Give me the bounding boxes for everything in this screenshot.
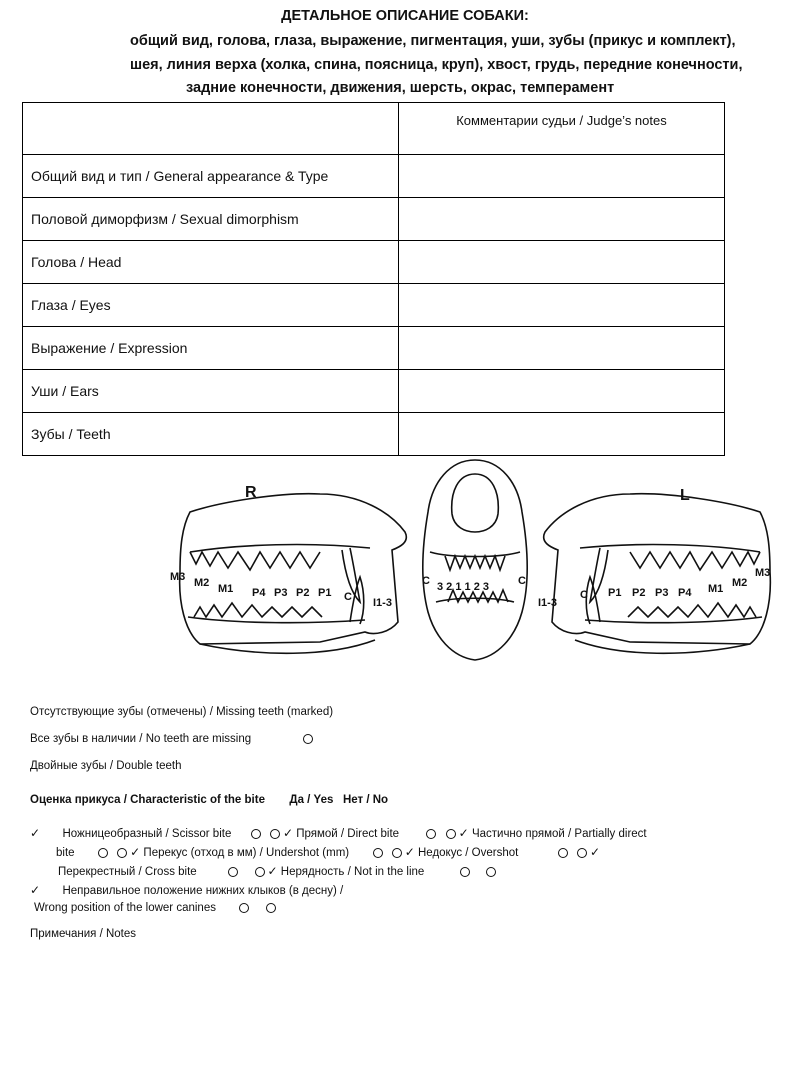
partial-direct-label: Частично прямой / Partially direct: [471, 828, 647, 840]
right-tooth-p2: P2: [296, 587, 310, 599]
cross-yes-radio[interactable]: [228, 867, 238, 877]
bite-title: Оценка прикуса / Characteristic of the bite: [30, 794, 265, 806]
yes-no-header: Да / Yes Нет / No: [289, 794, 389, 806]
notes-cell-head[interactable]: [399, 241, 725, 284]
table-header-row: [23, 103, 725, 155]
front-canine-right: C: [518, 575, 526, 587]
notes-cell-teeth[interactable]: [399, 413, 725, 456]
right-tooth-m1: M1: [218, 583, 234, 595]
undershot-no-radio[interactable]: [392, 848, 402, 858]
notes-cell-ears[interactable]: [399, 370, 725, 413]
row-label-ears: Уши / Ears: [23, 370, 399, 413]
row-label-dimorphism: Половой диморфизм / Sexual dimorphism: [23, 198, 399, 241]
scissor-no-radio[interactable]: [270, 829, 280, 839]
notes-area[interactable]: [30, 948, 780, 1058]
row-label-eyes: Глаза / Eyes: [23, 284, 399, 327]
check-mark: ✓: [404, 845, 415, 859]
bite-row-5: [34, 902, 279, 914]
notes-cell-dimorphism[interactable]: [399, 198, 725, 241]
left-skull-outline: [544, 494, 771, 644]
right-tooth-m2: M2: [194, 577, 210, 589]
bite-title-row: [30, 794, 388, 806]
table-row: [23, 155, 725, 198]
no-teeth-missing-row: [30, 733, 316, 745]
table-row: [23, 413, 725, 456]
notes-cell-general[interactable]: [399, 155, 725, 198]
table-row: [23, 284, 725, 327]
table-row: [23, 327, 725, 370]
check-mark: ✓: [30, 883, 41, 897]
double-teeth-label: Двойные зубы / Double teeth: [30, 760, 182, 772]
row-label-teeth: Зубы / Teeth: [23, 413, 399, 456]
bite-row-4: [30, 883, 343, 897]
right-tooth-c: C: [344, 591, 352, 603]
left-tooth-p1: P1: [608, 587, 622, 599]
bite-row-3: [58, 864, 499, 878]
overshot-no-radio[interactable]: [577, 848, 587, 858]
right-tooth-i: I1-3: [373, 597, 392, 609]
scissor-bite-label: Ножницеобразный / Scissor bite: [62, 828, 232, 840]
partial-no-radio[interactable]: [117, 848, 127, 858]
overshot-label: Недокус / Overshot: [418, 847, 519, 859]
row-label-expression: Выражение / Expression: [23, 327, 399, 370]
table-row: [23, 198, 725, 241]
row-label-general: Общий вид и тип / General appearance & Type: [23, 155, 399, 198]
subtitle-line-3: задние конечности, движения, шерсть, окрас, темперамент: [186, 80, 615, 96]
table-header-empty: [23, 103, 399, 155]
left-tooth-p3: P3: [655, 587, 669, 599]
scissor-yes-radio[interactable]: [251, 829, 261, 839]
dental-diagram: [160, 452, 790, 687]
not-in-line-label: Нерядность / Not in the line: [280, 866, 425, 878]
description-table: [22, 102, 725, 456]
form-title: ДЕТАЛЬНОЕ ОПИСАНИЕ СОБАКИ:: [281, 8, 529, 24]
lower-canines-label-cont: Wrong position of the lower canines: [34, 902, 216, 914]
notes-cell-expression[interactable]: [399, 327, 725, 370]
undershot-label: Перекус (отход в мм) / Undershot (mm): [143, 847, 350, 859]
no-teeth-missing-label: Все зубы в наличии / No teeth are missing: [30, 733, 252, 745]
notes-cell-eyes[interactable]: [399, 284, 725, 327]
canines-no-radio[interactable]: [266, 903, 276, 913]
check-mark: ✓: [130, 845, 141, 859]
direct-bite-label: Прямой / Direct bite: [296, 828, 400, 840]
check-mark: ✓: [267, 864, 278, 878]
bite-row-2: [56, 845, 600, 859]
left-tooth-i: I1-3: [538, 597, 557, 609]
lower-canines-label: Неправильное положение нижних клыков (в десну) /: [62, 885, 344, 897]
not-in-line-yes-radio[interactable]: [460, 867, 470, 877]
check-mark: ✓: [30, 826, 41, 840]
cross-no-radio[interactable]: [255, 867, 265, 877]
subtitle-line-2: шея, линия верха (холка, спина, поясница, круп), хвост, грудь, передние конечности,: [130, 57, 743, 73]
subtitle-line-1: общий вид, голова, глаза, выражение, пигментация, уши, зубы (прикус и комплект),: [130, 33, 736, 49]
right-tooth-p4: P4: [252, 587, 266, 599]
missing-teeth-marked: Отсутствующие зубы (отмечены) / Missing teeth (marked): [30, 706, 334, 718]
judge-notes-header: Комментарии судьи / Judge’s notes: [399, 103, 725, 155]
front-view-outline: [423, 460, 528, 660]
direct-yes-radio[interactable]: [426, 829, 436, 839]
cross-bite-label: Перекрестный / Cross bite: [58, 866, 197, 878]
left-tooth-m1: M1: [708, 583, 724, 595]
partial-yes-radio[interactable]: [98, 848, 108, 858]
table-row: [23, 370, 725, 413]
partial-direct-label-cont: bite: [56, 847, 75, 859]
check-mark: ✓: [589, 845, 600, 859]
overshot-yes-radio[interactable]: [558, 848, 568, 858]
not-in-line-no-radio[interactable]: [486, 867, 496, 877]
check-mark: ✓: [458, 826, 469, 840]
right-tooth-p1: P1: [318, 587, 332, 599]
front-canine-left: C: [422, 575, 430, 587]
bite-row-1: [30, 826, 647, 840]
undershot-yes-radio[interactable]: [373, 848, 383, 858]
left-tooth-m3: M3: [755, 567, 771, 579]
canines-yes-radio[interactable]: [239, 903, 249, 913]
right-tooth-m3: M3: [170, 571, 186, 583]
left-side-label: L: [680, 487, 690, 504]
left-tooth-p4: P4: [678, 587, 692, 599]
left-tooth-m2: M2: [732, 577, 748, 589]
right-side-label: R: [245, 484, 257, 501]
left-tooth-c: C: [580, 589, 588, 601]
table-row: [23, 241, 725, 284]
right-tooth-p3: P3: [274, 587, 288, 599]
direct-no-radio[interactable]: [446, 829, 456, 839]
check-mark: ✓: [282, 826, 294, 840]
row-label-head: Голова / Head: [23, 241, 399, 284]
no-missing-radio[interactable]: [303, 734, 313, 744]
notes-label: Примечания / Notes: [30, 928, 137, 940]
right-skull-outline: [180, 494, 407, 644]
front-incisors-label: 3 2 1 1 2 3: [437, 581, 489, 593]
left-tooth-p2: P2: [632, 587, 646, 599]
